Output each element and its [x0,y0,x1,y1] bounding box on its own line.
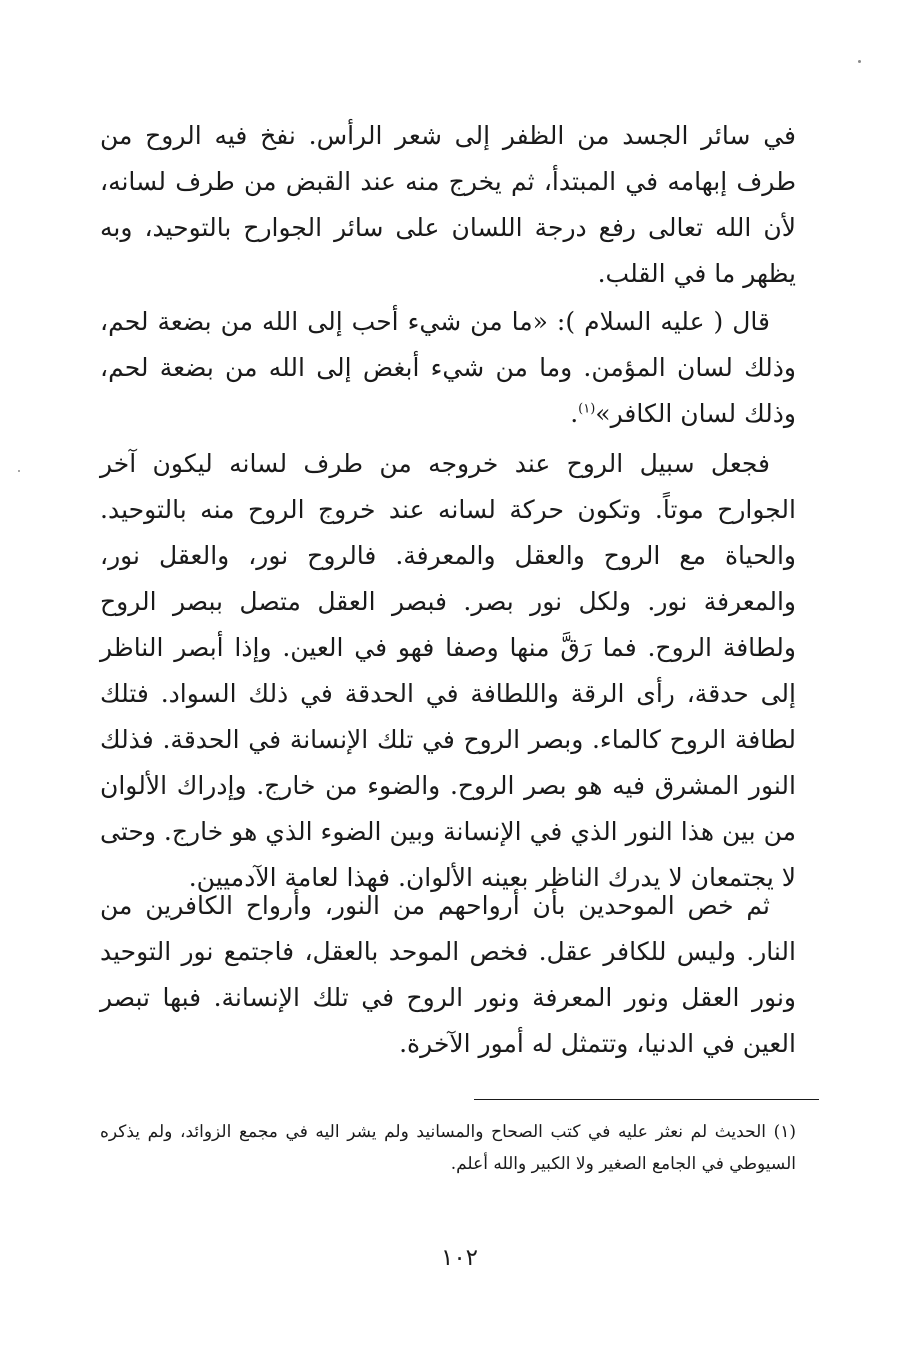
footnote: (١) الحديث لم نعثر عليه في كتب الصحاح والمسانيد ولم يشر اليه في مجمع الزوائد، ولم يذكره السيوطي في الجامع الصغير ولا الكبير والله أعلم. [100,1122,796,1174]
paragraph-3: فجعل سبيل الروح عند خروجه من طرف لسانه ليكون آخر الجوارح موتاً. وتكون حركة لسانه عند خروج الروح منه بالتوحيد. والحياة مع الروح والعقل والمعرفة. فالروح نور، والعقل نور، والمعرفة نور. ولكل نور بصر. فبصر العقل متصل ببصر الروح ولطافة الروح. فما رَقَّ منها وصفا فهو في العين. وإذا أبصر الناظر إلى حدقة، رأى الرقة واللطافة في الحدقة في ذلك السواد. فتلك لطافة الروح كالماء. وبصر الروح في تلك الإنسانة في الحدقة. فذلك النور المشرق فيه هو بصر الروح. والضوء من خارج. وإدراك الألوان من بين هذا النور الذي في الإنسانة وبين الضوء الذي هو خارج. وحتى لا يجتمعان لا يدرك الناظر بعينه الألوان. فهذا لعامة الآدميين. [100,449,796,892]
footnote-reference: (١) [578,401,596,417]
paragraph-2-hadith [100,299,796,437]
footnote-separator [474,1099,819,1100]
scan-speck [18,470,20,472]
hadith-text: قال ( عليه السلام ): «ما من شيء أحب إلى الله من بضعة لحم، وذلك لسان المؤمن. وما من شيء أبغض إلى الله من بضعة لحم، وذلك لسان الكافر» [100,307,796,428]
page-number: ١٠٢ [440,1245,479,1271]
hadith-end-punct: . [570,399,579,428]
scan-speck [858,60,861,63]
paragraph-1: في سائر الجسد من الظفر إلى شعر الرأس. نفخ فيه الروح من طرف إبهامه في المبتدأ، ثم يخرج منه عند القبض من طرف لسانه، لأن الله تعالى رفع درجة اللسان على سائر الجوارح بالتوحيد، وبه يظهر ما في القلب. [100,121,796,288]
paragraph-4: ثم خص الموحدين بأن أرواحهم من النور، وأرواح الكافرين من النار. وليس للكافر عقل. فخص الموحد بالعقل، فاجتمع نور التوحيد ونور العقل ونور المعرفة ونور الروح في تلك الإنسانة. فبها تبصر العين في الدنيا، وتتمثل له أمور الآخرة. [100,891,796,1058]
